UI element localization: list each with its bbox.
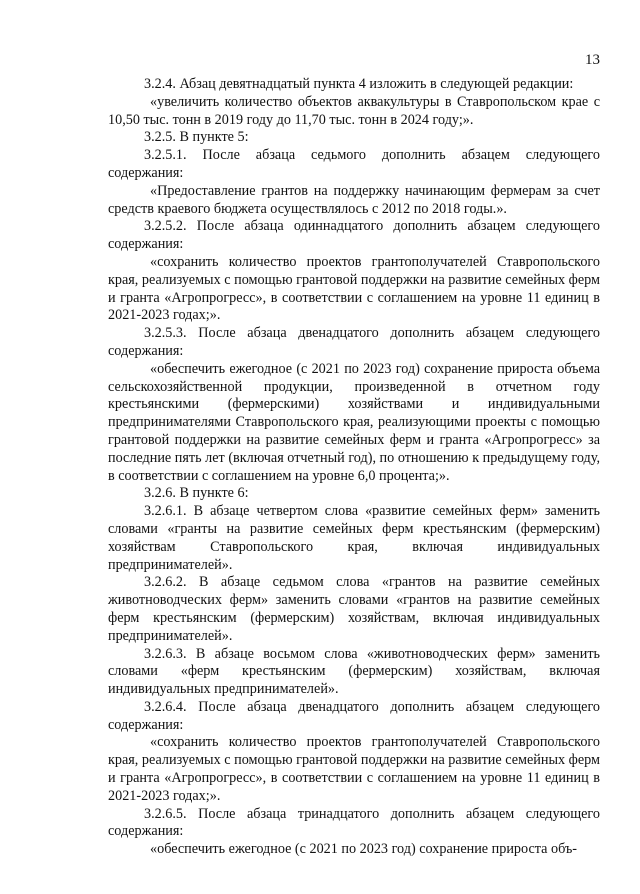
paragraph-3-2-5-2: 3.2.5.2. После абзаца одиннадцатого дополнить абзацем следующего содержания: [108, 218, 600, 253]
paragraph-3-2-5-1: 3.2.5.1. После абзаца седьмого дополнить абзацем следующего содержания: [108, 147, 600, 181]
paragraph-3-2-6: 3.2.6. В пункте 6: [144, 485, 249, 502]
paragraph-3-2-6-3: 3.2.6.3. В абзаце восьмом слова «животноводческих ферм» заменить словами «ферм крестьянским (фермерским) хозяйствам, включая индивидуальных предпринимателей». [108, 645, 600, 698]
paragraph-3-2-6-5: 3.2.6.5. После абзаца тринадцатого дополнить абзацем следующего содержания: [108, 805, 600, 840]
page-number: 13 [585, 52, 600, 68]
quoted-text: «сохранить количество проектов грантополучателей Ставропольского края, реализуемых с помощью грантовой поддержки на развитие семейных ферм и гранта «Агропрогресс», в соответствии с соглашением на уровне 11 единиц в 2021-2023 годах;». [108, 734, 600, 804]
quoted-text: «обеспечить ежегодное (с 2021 по 2023 год) сохранение прироста объ- [150, 841, 578, 858]
quoted-text: «обеспечить ежегодное (с 2021 по 2023 год) сохранение прироста объема сельскохозяйственной продукции, произведенной в отчетном году крестьянскими (фермерскими) хозяйствами и индивидуальными предпринимателями Ставропольского края, реализующими проекты с помощью грантовой поддержки на развитие семейных ферм и гранта «Агропрогресс» за последние пять лет (включая отчетный год), по отношению к предыдущему году, в соответствии с соглашением на уровне 6,0 процента;». [108, 360, 600, 484]
quoted-text: «увеличить количество объектов аквакультуры в Ставропольском крае с 10,50 тыс. тонн в 2019 году до 11,70 тыс. тонн в 2024 году;». [108, 93, 600, 128]
quoted-text: «Предоставление грантов на поддержку начинающим фермерам за счет средств краевого бюджета осуществлялось с 2012 по 2018 годы.». [108, 182, 600, 217]
paragraph-3-2-6-1: 3.2.6.1. В абзаце четвертом слова «развитие семейных ферм» заменить словами «гранты на развитие семейных ферм крестьянским (фермерским) хозяйствам Ставропольского края, включая индивидуальных предпринимателей». [108, 503, 600, 573]
paragraph-3-2-6-4: 3.2.6.4. После абзаца двенадцатого дополнить абзацем следующего содержания: [108, 698, 600, 733]
paragraph-3-2-5: 3.2.5. В пункте 5: [144, 129, 249, 146]
document-body [108, 76, 600, 859]
paragraph-3-2-6-2: 3.2.6.2. В абзаце седьмом слова «грантов на развитие семейных животноводческих ферм» заменить словами «грантов на развитие семейных ферм крестьянским (фермерским) хозяйствам, включая индивидуальных предпринимателей». [108, 574, 600, 644]
paragraph-3-2-4: 3.2.4. Абзац девятнадцатый пункта 4 изложить в следующей редакции: [144, 76, 574, 92]
quoted-text: «сохранить количество проектов грантополучателей Ставропольского края, реализуемых с помощью грантовой поддержки на развитие семейных ферм и гранта «Агропрогресс», в соответствии с соглашением на уровне 11 единиц в 2021-2023 годах;». [108, 253, 600, 324]
paragraph-3-2-5-3: 3.2.5.3. После абзаца двенадцатого дополнить абзацем следующего содержания: [108, 325, 600, 359]
